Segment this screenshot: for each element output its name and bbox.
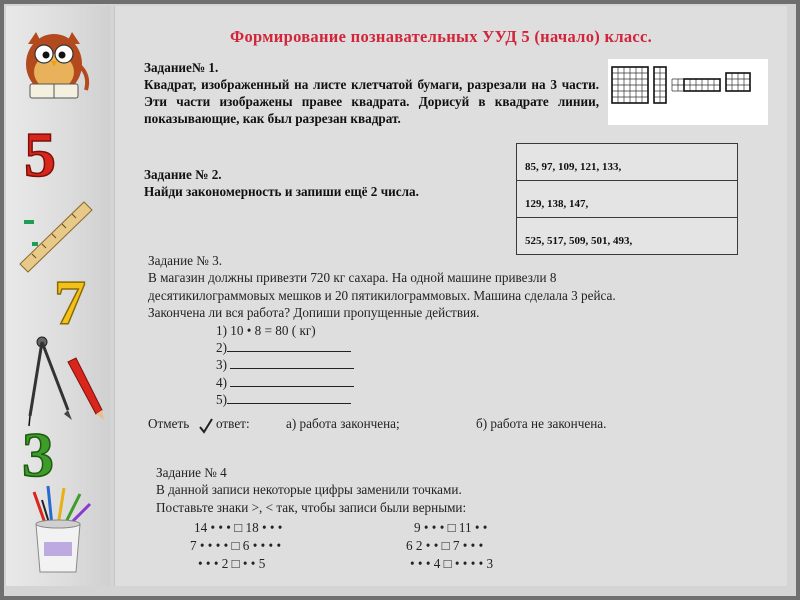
owl-icon bbox=[26, 32, 87, 98]
task-3-line: десятикилограммовых мешков и 20 пятикилограммовых. Машина сделала 3 рейса. bbox=[148, 287, 616, 303]
sequence-cell[interactable] bbox=[517, 218, 738, 255]
step-2 bbox=[148, 339, 708, 356]
step-5-blank[interactable] bbox=[227, 391, 351, 404]
decorative-sidebar bbox=[6, 6, 110, 586]
sequence-text: 129, 138, 147, bbox=[525, 198, 589, 210]
checkmark-icon bbox=[198, 418, 214, 434]
grid-figure-svg bbox=[608, 59, 768, 125]
step-2-blank[interactable] bbox=[227, 339, 351, 352]
task-3-line: В магазин должны привезти 720 кг сахара. На одной машине привезли 8 bbox=[148, 270, 557, 286]
step-3-label: 3) bbox=[216, 357, 231, 373]
task-4-line: Поставьте знаки >, < так, чтобы записи были верными: bbox=[156, 499, 467, 515]
sidebar-illustration bbox=[6, 6, 110, 586]
answer-label: Отметь bbox=[148, 416, 190, 431]
compass-icon bbox=[29, 337, 72, 426]
task-1 bbox=[144, 59, 599, 127]
answer-row bbox=[148, 416, 708, 436]
task-3-line: Закончена ли вся работа? Допиши пропущенные действия. bbox=[148, 305, 480, 321]
comparison-item[interactable]: • • • 2 □ • • 5 bbox=[198, 556, 266, 571]
sequence-text: 85, 97, 109, 121, 133, bbox=[525, 161, 622, 173]
step-4-blank[interactable] bbox=[230, 374, 354, 387]
task-4-line: В данной записи некоторые цифры заменили точками. bbox=[156, 482, 462, 498]
digit-5: 5 bbox=[24, 119, 56, 190]
task-3 bbox=[148, 252, 708, 409]
sequence-table bbox=[516, 143, 738, 255]
comparison-item[interactable]: • • • 4 □ • • • • 3 bbox=[410, 556, 494, 571]
answer-word: ответ: bbox=[216, 416, 250, 431]
sequence-text: 525, 517, 509, 501, 493, bbox=[525, 235, 633, 247]
task-3-heading: Задание № 3. bbox=[148, 253, 223, 268]
step-3 bbox=[148, 356, 708, 373]
step-5-label: 5) bbox=[216, 392, 227, 408]
step-3-blank[interactable] bbox=[230, 356, 354, 369]
step-1 bbox=[148, 322, 708, 339]
task-4-heading: Задание № 4 bbox=[156, 465, 227, 480]
comparison-item[interactable]: 9 • • • □ 11 • • bbox=[414, 520, 488, 535]
table-row bbox=[517, 144, 738, 181]
task-2-text: Найди закономерность и запиши ещё 2 числа. bbox=[144, 184, 419, 199]
step-5 bbox=[148, 391, 708, 408]
digit-3: 3 bbox=[22, 419, 54, 490]
sequence-cell[interactable] bbox=[517, 181, 738, 218]
ruler-icon bbox=[20, 202, 92, 272]
step-4 bbox=[148, 374, 708, 391]
step-4-label: 4) bbox=[216, 374, 231, 390]
task-4 bbox=[156, 464, 716, 516]
step-2-label: 2) bbox=[216, 340, 227, 356]
sequence-cell[interactable] bbox=[517, 144, 738, 181]
grid-figure bbox=[608, 59, 768, 125]
pencil-icon bbox=[68, 358, 104, 420]
page-title: Формирование познавательных УУД 5 (начало) класс. bbox=[230, 27, 653, 46]
table-row bbox=[517, 181, 738, 218]
task-1-text: Квадрат, изображенный на листе клетчатой бумаги, разрезали на 3 части. Эти части изображены правее квадрата. Дорисуй в квадрате линии, показывающие, как был разрезан квадрат. bbox=[144, 77, 599, 126]
comparison-item[interactable]: 7 • • • • □ 6 • • • • bbox=[190, 538, 282, 553]
option-a[interactable]: а) работа закончена; bbox=[286, 416, 400, 431]
digit-7: 7 bbox=[54, 267, 86, 338]
comparison-item[interactable]: 14 • • • □ 18 • • • bbox=[194, 520, 283, 535]
table-row bbox=[517, 218, 738, 255]
step-1-text: 1) 10 • 8 = 80 ( кг) bbox=[216, 322, 316, 338]
task-1-heading: Задание№ 1. bbox=[144, 60, 219, 75]
comparison-item[interactable]: 6 2 • • □ 7 • • • bbox=[406, 538, 484, 553]
task-2 bbox=[144, 166, 419, 200]
task-2-heading: Задание № 2. bbox=[144, 167, 222, 182]
option-b[interactable]: б) работа не закончена. bbox=[476, 416, 607, 431]
pencil-cup-icon bbox=[34, 486, 90, 572]
